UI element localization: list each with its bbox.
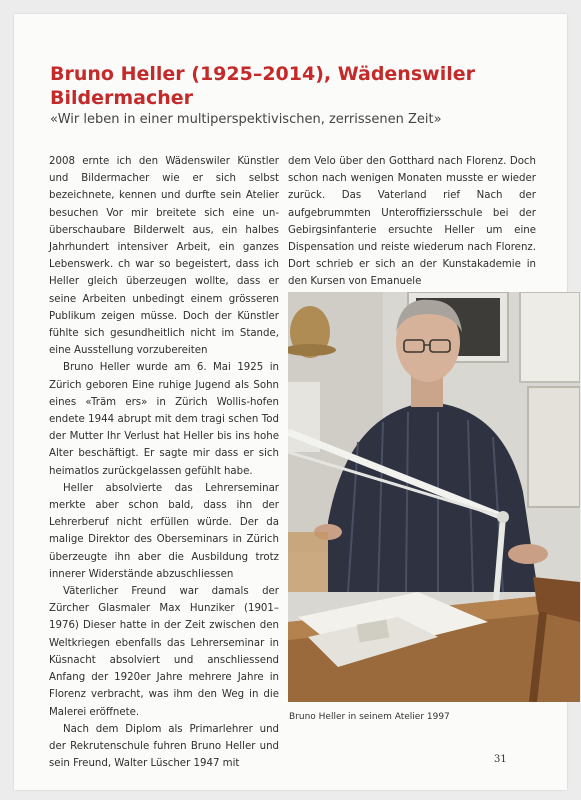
article-subtitle: «Wir leben in einer multiperspektivischen, zerrissenen Zeit» xyxy=(50,112,442,127)
page-number: 31 xyxy=(494,754,507,765)
article-title: Bruno Heller (1925–2014), Wädenswiler Bildermacher xyxy=(50,63,475,109)
right-text-column xyxy=(288,153,536,291)
paragraph-hunziker: Väterlicher Freund war damals der Zürcher Glasmaler Max Hunziker (1901–1976) Dieser hatte in der Zeit zwischen den Weltkriegen ebenfalls das Lehrerseminar in Küsnacht absolviert und anschliessend Anfang der 1920er Jahre mehrere Jahre in Florenz verbracht, was ihm den Weg in die Malerei eröffnete. xyxy=(49,586,279,718)
atelier-photo-illustration xyxy=(288,292,580,702)
paragraph-seminar: Heller absolvierte das Lehrerseminar merkte aber schon bald, dass ihn der Lehrerberuf nicht erfüllen würde. Der da malige Direktor des Oberseminars in Zürich überzeugte ihn aber die Ausbildung trotz innerer Widerstände abzuschliessen xyxy=(49,482,279,580)
paragraph-florence: dem Velo über den Gotthard nach Florenz. Doch schon nach wenigen Monaten musste er wieder zurück. Das Vaterland rief Nach der aufgebrummten Unteroffiziersschule bei der Gebirgsinfanterie ersuchte Heller um eine Dispensation und reiste wiederum nach Florenz. Dort schrieb er sich an der Kunstakademie in den Kursen von Emanuele xyxy=(288,156,536,288)
paragraph-diploma: Nach dem Diplom als Primarlehrer und der Rekrutenschule fuhren Bruno Heller und sein Freund, Walter Lüscher 1947 mit xyxy=(49,723,279,770)
paragraph-intro: 2008 ernte ich den Wädenswiler Künstler und Bildermacher wie er sich selbst bezeichnete, kennen und durfte sein Atelier besuchen Vor mir breitete sich eine un-überschaubare Bilderwelt aus, ein halbes Jahrhundert intensiver Arbeit, ein ganzes Lebenswerk. ch war so begeistert, dass ich Heller gleich überzeugen wollte, dass er seine Arbeiten unbedingt einem grösseren Publikum zeigen müsse. Doch der Künstler fühlte sich gesundheitlich nicht im Stande, eine Ausstellung vorzubereiten xyxy=(49,156,279,357)
left-text-column xyxy=(49,153,279,772)
photo-caption: Bruno Heller in seinem Atelier 1997 xyxy=(289,712,450,722)
paragraph-birth: Bruno Heller wurde am 6. Mai 1925 in Zürich geboren Eine ruhige Jugend als Sohn eines «Träm ers» in Zürich Wollis-hofen endete 1944 abrupt mit dem tragi schen Tod der Mutter Ihr Verlust hat Heller bis ins hohe Alter beschäftigt. Er sagte mir dass er sich heimatlos zurückgelassen gefühlt habe. xyxy=(49,362,279,477)
atelier-photo xyxy=(288,292,580,702)
